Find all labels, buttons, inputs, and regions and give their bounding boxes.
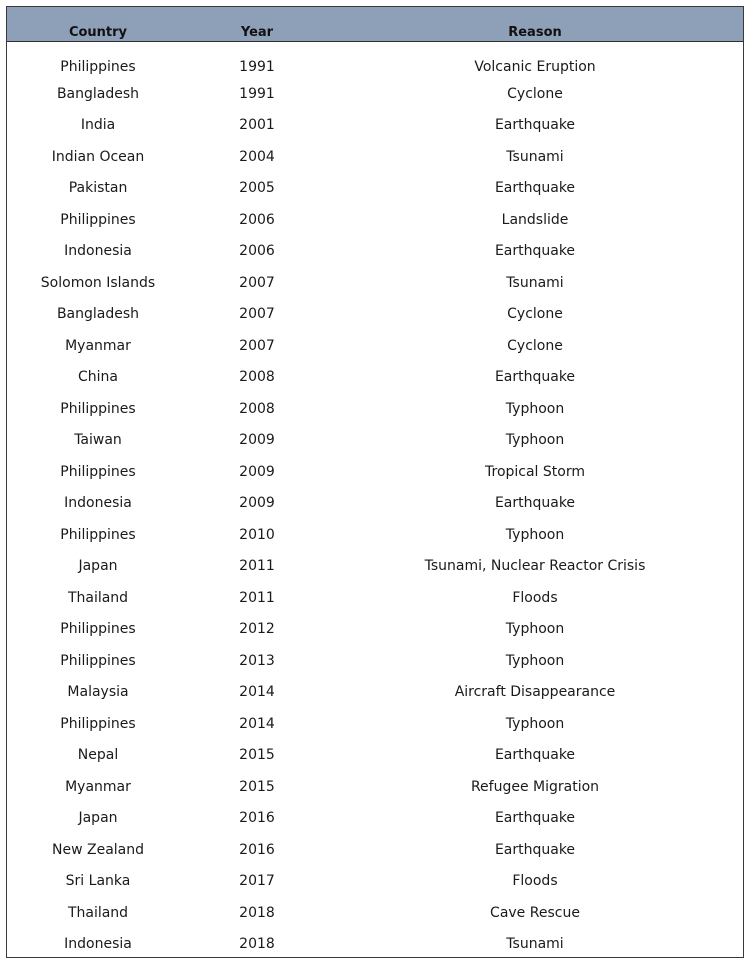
table-row: [7, 866, 744, 898]
cell-year: 2006: [239, 211, 275, 228]
cell-reason: Refugee Migration: [470, 778, 600, 795]
cell-reason: Cyclone: [507, 337, 563, 354]
table-row: [7, 330, 744, 362]
cell-reason: Earthquake: [494, 495, 576, 512]
cell-country: Nepal: [77, 747, 119, 764]
header-year: Year: [189, 7, 325, 42]
cell-country: Pakistan: [68, 180, 128, 197]
table-row: [7, 929, 744, 959]
cell-reason: Tsunami: [506, 936, 564, 953]
cell-country: Myanmar: [65, 778, 131, 795]
cell-country: Indian Ocean: [51, 148, 145, 165]
table-row: [7, 267, 744, 299]
cell-reason: Earthquake: [494, 369, 576, 386]
cell-country: Solomon Islands: [40, 274, 156, 291]
cell-year: 2008: [239, 400, 275, 417]
cell-reason: Floods: [512, 873, 558, 890]
table-row: [7, 645, 744, 677]
cell-country: Japan: [78, 558, 118, 575]
cell-reason: Volcanic Eruption: [474, 59, 596, 75]
cell-year: 2008: [239, 369, 275, 386]
cell-reason: Cyclone: [507, 85, 563, 102]
cell-country: New Zealand: [52, 841, 144, 858]
cell-country: Philippines: [60, 715, 136, 732]
table-row: [7, 803, 744, 835]
cell-year: 2010: [239, 526, 275, 543]
table-body: [7, 42, 744, 959]
cell-reason: Earthquake: [494, 243, 576, 260]
table-row: [7, 425, 744, 457]
header-reason: Reason: [325, 7, 744, 42]
cell-reason: Typhoon: [505, 400, 565, 417]
table-row: [7, 456, 744, 488]
cell-country: Myanmar: [65, 337, 131, 354]
table-row: [7, 834, 744, 866]
table-header: [7, 7, 744, 42]
cell-year: 2007: [239, 337, 275, 354]
cell-year: 2015: [239, 747, 275, 764]
cell-country: Thailand: [67, 904, 129, 921]
cell-year: 2014: [239, 715, 275, 732]
table-row: [7, 488, 744, 520]
cell-country: Philippines: [60, 526, 136, 543]
cell-year: 2009: [239, 432, 275, 449]
cell-reason: Tsunami, Nuclear Reactor Crisis: [424, 558, 646, 575]
table-row: [7, 78, 744, 110]
cell-country: Bangladesh: [56, 85, 140, 102]
cell-country: Philippines: [60, 400, 136, 417]
cell-year: 2009: [239, 495, 275, 512]
cell-year: 2014: [239, 684, 275, 701]
cell-year: 2009: [239, 463, 275, 480]
cell-reason: Cyclone: [507, 306, 563, 323]
table-row: [7, 740, 744, 772]
cell-year: 2006: [239, 243, 275, 260]
cell-year: 2016: [239, 841, 275, 858]
cell-country: China: [78, 369, 118, 386]
disaster-table: [7, 7, 744, 958]
cell-year: 2007: [239, 306, 275, 323]
cell-year: 2012: [239, 621, 275, 638]
cell-country: Malaysia: [67, 684, 129, 701]
cell-country: Philippines: [60, 59, 136, 75]
cell-country: Indonesia: [64, 243, 132, 260]
cell-year: 2018: [239, 904, 275, 921]
header-country: Country: [7, 7, 189, 42]
cell-reason: Earthquake: [494, 747, 576, 764]
header-row: [7, 7, 744, 42]
table-row: [7, 708, 744, 740]
cell-year: 2007: [239, 274, 275, 291]
cell-year: 2018: [239, 936, 275, 953]
cell-reason: Cave Rescue: [490, 904, 580, 921]
cell-country: Taiwan: [74, 432, 122, 449]
table-row: [7, 551, 744, 583]
cell-country: Bangladesh: [56, 306, 140, 323]
cell-reason: Earthquake: [494, 810, 576, 827]
cell-reason: Tsunami: [506, 274, 564, 291]
table-row: [7, 614, 744, 646]
cell-year: 2013: [239, 652, 275, 669]
table-row: [7, 897, 744, 929]
cell-reason: Tsunami: [506, 148, 564, 165]
cell-year: 2001: [239, 117, 275, 134]
cell-reason: Earthquake: [494, 841, 576, 858]
table-row: [7, 42, 744, 79]
cell-reason: Aircraft Disappearance: [454, 684, 616, 701]
table-row: [7, 393, 744, 425]
cell-country: India: [80, 117, 116, 134]
cell-country: Thailand: [67, 589, 129, 606]
cell-country: Indonesia: [64, 495, 132, 512]
cell-reason: Typhoon: [505, 715, 565, 732]
cell-reason: Typhoon: [505, 621, 565, 638]
cell-reason: Earthquake: [494, 180, 576, 197]
cell-reason: Typhoon: [505, 526, 565, 543]
cell-year: 2017: [239, 873, 275, 890]
table-row: [7, 204, 744, 236]
table-row: [7, 519, 744, 551]
cell-year: 1991: [239, 85, 275, 102]
cell-year: 2011: [239, 589, 275, 606]
table-row: [7, 236, 744, 268]
cell-country: Indonesia: [64, 936, 132, 953]
cell-country: Sri Lanka: [65, 873, 131, 890]
cell-year: 2016: [239, 810, 275, 827]
cell-reason: Tropical Storm: [485, 463, 585, 480]
cell-country: Japan: [78, 810, 118, 827]
cell-year: 2004: [239, 148, 275, 165]
table-row: [7, 771, 744, 803]
table-row: [7, 677, 744, 709]
cell-country: Philippines: [60, 621, 136, 638]
table-row: [7, 362, 744, 394]
cell-country: Philippines: [60, 463, 136, 480]
cell-year: 2015: [239, 778, 275, 795]
cell-country: Philippines: [60, 211, 136, 228]
disaster-table-container: [6, 6, 744, 958]
table-row: [7, 582, 744, 614]
cell-reason: Landslide: [501, 211, 569, 228]
cell-reason: Typhoon: [505, 432, 565, 449]
cell-reason: Earthquake: [494, 117, 576, 134]
table-row: [7, 173, 744, 205]
cell-year: 2005: [239, 180, 275, 197]
table-row: [7, 110, 744, 142]
cell-year: 1991: [239, 59, 275, 75]
cell-reason: Typhoon: [505, 652, 565, 669]
cell-reason: Floods: [512, 589, 558, 606]
cell-year: 2011: [239, 558, 275, 575]
table-row: [7, 299, 744, 331]
table-row: [7, 141, 744, 173]
cell-country: Philippines: [60, 652, 136, 669]
